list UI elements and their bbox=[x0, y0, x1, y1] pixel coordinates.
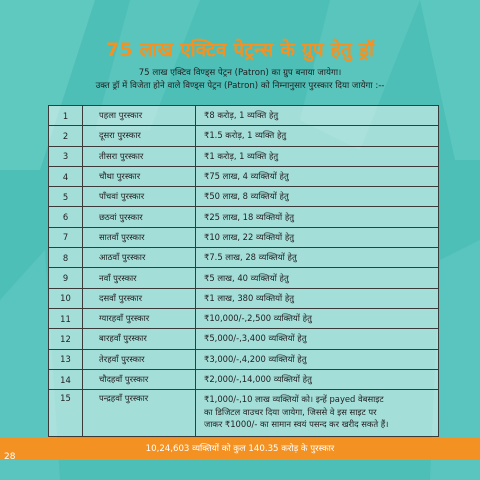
prize-description: ₹5 लाख, 40 व्यक्तियों हेतु bbox=[196, 268, 439, 288]
table-row bbox=[49, 390, 439, 437]
page-title: 75 लाख एक्टिव पेट्रन्स के ग्रुप हेतु ड्रॉ bbox=[105, 39, 375, 61]
prize-name: छठवां पुरस्कार bbox=[83, 207, 196, 227]
prize-description: ₹7.5 लाख, 28 व्यक्तियों हेतु bbox=[196, 248, 439, 268]
prize-description: ₹10 लाख, 22 व्यक्तियों हेतु bbox=[196, 227, 439, 247]
serial-number: 15 bbox=[49, 390, 83, 437]
table-row bbox=[49, 369, 439, 389]
intro-text bbox=[0, 67, 480, 93]
table-row bbox=[49, 308, 439, 328]
prize-description: ₹1.5 करोड़, 1 व्यक्ति हेतु bbox=[196, 126, 439, 146]
prize-name: चौदहवाँ पुरस्कार bbox=[83, 369, 196, 389]
table-row bbox=[49, 288, 439, 308]
serial-number: 4 bbox=[49, 166, 83, 186]
prize-name: पाँचवां पुरस्कार bbox=[83, 187, 196, 207]
prize-name: नवाँ पुरस्कार bbox=[83, 268, 196, 288]
prize-description-line: जाकर ₹1000/- का सामान स्वयं पसन्द कर खरीद सकते हैं। bbox=[204, 419, 389, 430]
serial-number: 8 bbox=[49, 248, 83, 268]
prize-description: ₹3,000/-,4,200 व्यक्तियों हेतु bbox=[196, 349, 439, 369]
prize-table-body bbox=[49, 106, 439, 437]
serial-number: 3 bbox=[49, 146, 83, 166]
table-row bbox=[49, 349, 439, 369]
prize-name: सातवाँ पुरस्कार bbox=[83, 227, 196, 247]
prize-description bbox=[196, 390, 439, 437]
table-row bbox=[49, 248, 439, 268]
prize-description: ₹5,000/-,3,400 व्यक्तियों हेतु bbox=[196, 329, 439, 349]
prize-description-line: ₹1,000/-,10 लाख व्यक्तियों को। इन्हें payed वेबसाइट bbox=[204, 394, 384, 405]
serial-number: 12 bbox=[49, 329, 83, 349]
prize-name: पहला पुरस्कार bbox=[83, 106, 196, 126]
table-row bbox=[49, 187, 439, 207]
table-row bbox=[49, 166, 439, 186]
serial-number: 14 bbox=[49, 369, 83, 389]
table-row bbox=[49, 207, 439, 227]
serial-number: 10 bbox=[49, 288, 83, 308]
total-prizes-banner: 10,24,603 व्यक्तियों को कुल 140.35 करोड़ के पुरस्कार bbox=[0, 438, 480, 460]
prize-description: ₹75 लाख, 4 व्यक्तियों हेतु bbox=[196, 166, 439, 186]
serial-number: 13 bbox=[49, 349, 83, 369]
prize-name: चौथा पुरस्कार bbox=[83, 166, 196, 186]
intro-line-1: 75 लाख एक्टिव विण्ड्स पेट्रन (Patron) का ग्रुप बनाया जायेगा। bbox=[138, 68, 342, 78]
prize-description: ₹50 लाख, 8 व्यक्तियों हेतु bbox=[196, 187, 439, 207]
prize-description-line: का डिजिटल वाउचर दिया जायेगा, जिससे वे इस साइट पर bbox=[204, 406, 377, 417]
serial-number: 11 bbox=[49, 308, 83, 328]
serial-number: 6 bbox=[49, 207, 83, 227]
page-number: 28 bbox=[4, 452, 16, 462]
serial-number: 5 bbox=[49, 187, 83, 207]
serial-number: 7 bbox=[49, 227, 83, 247]
table-row bbox=[49, 146, 439, 166]
prize-description: ₹10,000/-,2,500 व्यक्तियों हेतु bbox=[196, 308, 439, 328]
prize-name: तेरहवाँ पुरस्कार bbox=[83, 349, 196, 369]
serial-number: 9 bbox=[49, 268, 83, 288]
prize-description: ₹1 लाख, 380 व्यक्तियों हेतु bbox=[196, 288, 439, 308]
prize-description: ₹8 करोड़, 1 व्यक्ति हेतु bbox=[196, 106, 439, 126]
prize-name: तीसरा पुरस्कार bbox=[83, 146, 196, 166]
intro-line-2: उक्त ड्रॉ में विजेता होने वाले विण्ड्स पेट्रन (Patron) को निम्नानुसार पुरस्कार दिया जायेगा :-- bbox=[95, 81, 385, 91]
prize-description: ₹25 लाख, 18 व्यक्तियों हेतु bbox=[196, 207, 439, 227]
table-row bbox=[49, 268, 439, 288]
table-row bbox=[49, 329, 439, 349]
prize-name: बारहवाँ पुरस्कार bbox=[83, 329, 196, 349]
serial-number: 1 bbox=[49, 106, 83, 126]
table-row bbox=[49, 106, 439, 126]
prize-name: आठवाँ पुरस्कार bbox=[83, 248, 196, 268]
prize-table bbox=[48, 105, 439, 437]
prize-name: दसवाँ पुरस्कार bbox=[83, 288, 196, 308]
prize-name: दूसरा पुरस्कार bbox=[83, 126, 196, 146]
table-row bbox=[49, 227, 439, 247]
serial-number: 2 bbox=[49, 126, 83, 146]
prize-name: पन्द्रहवाँ पुरस्कार bbox=[83, 390, 196, 437]
table-row bbox=[49, 126, 439, 146]
prize-name: ग्यारहवाँ पुरस्कार bbox=[83, 308, 196, 328]
prize-description: ₹2,000/-,14,000 व्यक्तियों हेतु bbox=[196, 369, 439, 389]
prize-description: ₹1 करोड़, 1 व्यक्ति हेतु bbox=[196, 146, 439, 166]
